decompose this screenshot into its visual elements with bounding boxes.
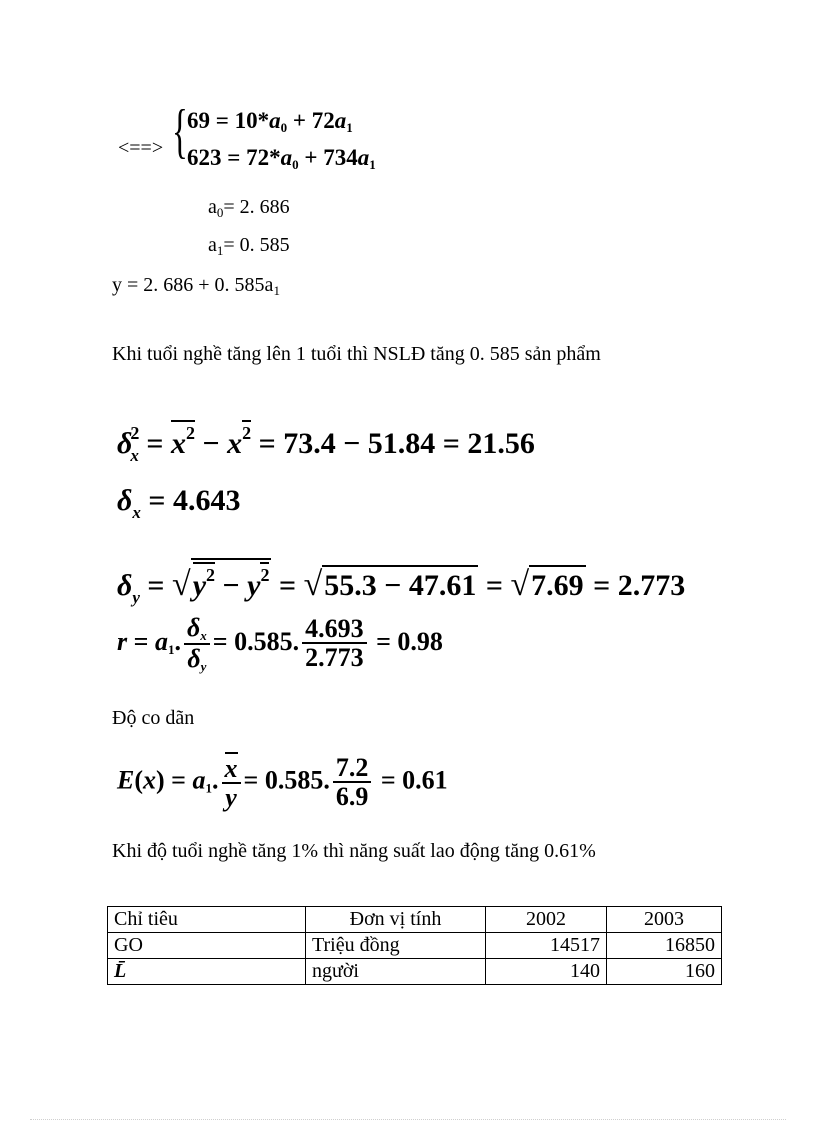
table-cell: người	[306, 959, 486, 985]
system-brace: {	[172, 98, 188, 164]
variance-x-formula: $\delta^2_x = x^2 - x^2 = 73.4 - 51.84 = 21.56$	[117, 420, 535, 466]
elasticity-formula: $E(x) = a_1$. $\frac{x}{y}$ = 0.585. $\frac{7.2}{6.9}$ = 0.61	[117, 752, 448, 813]
table-cell: 140	[486, 959, 607, 985]
table-cell: Triệu đồng	[306, 933, 486, 959]
sigma-y-formula: $\delta_y = √y^2 - y^2 = √55.3 - 47.61 = √7.69 = 2.773$	[117, 558, 685, 608]
table-cell: 16850	[607, 933, 722, 959]
table-header: 2002	[486, 907, 607, 933]
a0-result: $a_0= 2$. 686	[208, 196, 290, 220]
table-row	[108, 933, 722, 959]
regression-equation: y = 2. 686 + 0. $585a_1$	[112, 274, 280, 298]
page-bottom-divider	[30, 1119, 786, 1120]
table-header-row	[108, 907, 722, 933]
interpretation-text-2: Khi độ tuổi nghề tăng 1% thì năng suất lao động tăng 0.61%	[112, 840, 596, 862]
sigma-x-formula: $\delta_x = 4.643$	[117, 484, 241, 522]
table-header: 2003	[607, 907, 722, 933]
elasticity-heading: Độ co dãn	[112, 707, 195, 729]
table-header: Chỉ tiêu	[108, 907, 306, 933]
a1-result: $a_1= 0$. 585	[208, 234, 290, 258]
table-row	[108, 959, 722, 985]
table-header: Đơn vị tính	[306, 907, 486, 933]
table-cell: GO	[108, 933, 306, 959]
table-cell: 160	[607, 959, 722, 985]
equivalence-arrow: <==>	[118, 137, 164, 159]
interpretation-text-1: Khi tuổi nghề tăng lên 1 tuổi thì NSLĐ tăng 0. 585 sản phẩm	[112, 343, 601, 365]
table-cell: 14517	[486, 933, 607, 959]
correlation-formula: $r = a_1$. $\frac{\delta_x}{\delta_y}$ = 0.585. $\frac{4.693}{2.773}$ = 0.98	[117, 613, 443, 674]
table-cell: L̄	[108, 959, 306, 985]
system-equation-2: $623 = 72*a_0 + 734a_1$	[187, 145, 376, 172]
data-table	[107, 906, 722, 985]
system-equation-1: $69 = 10*a_0 + 72a_1$	[187, 108, 353, 135]
